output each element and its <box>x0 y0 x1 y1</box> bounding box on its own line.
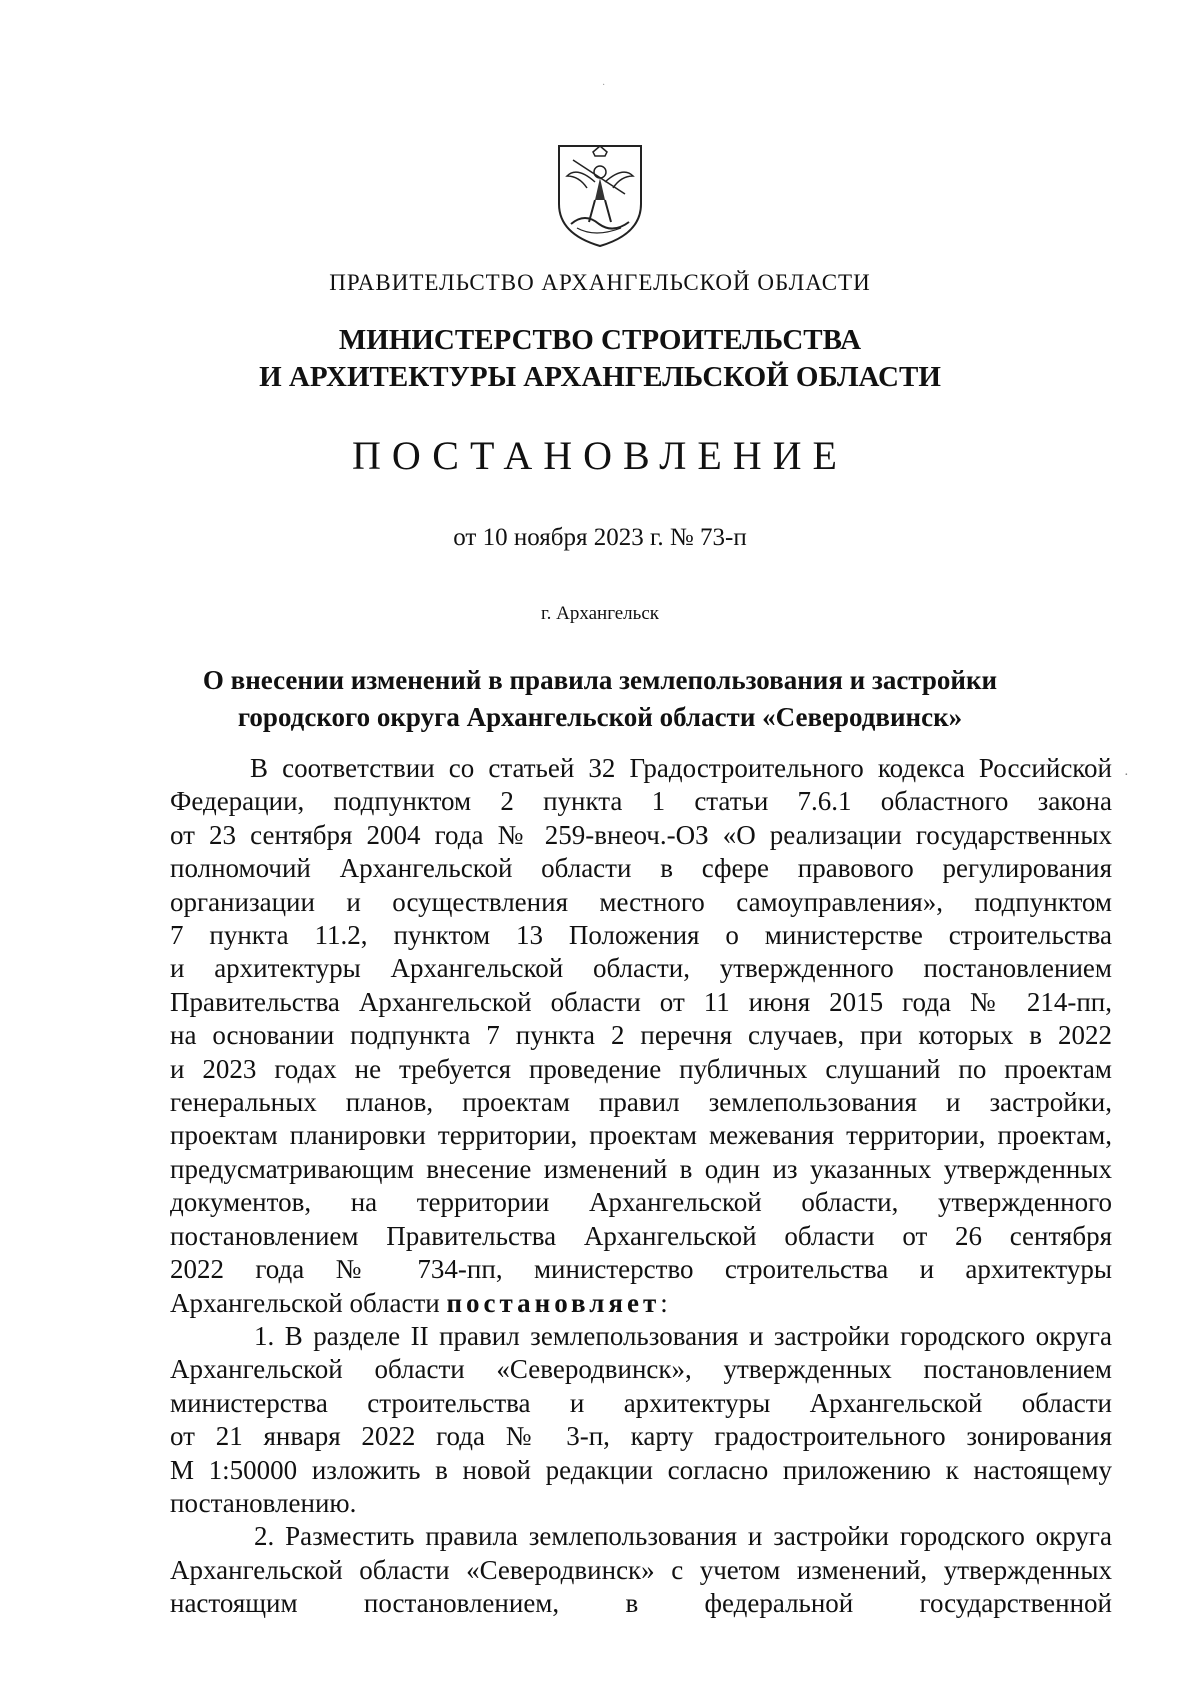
preamble-line: генеральных планов, проектам правил землепользования и застройки, <box>170 1087 1112 1118</box>
item-2-paragraph <box>170 1520 1112 1620</box>
preamble-line: полномочий Архангельской области в сфере правового регулирования <box>170 853 1112 884</box>
preamble-line: Федерации, подпунктом 2 пункта 1 статьи 7.6.1 областного закона <box>170 786 1112 817</box>
preamble-line: от 23 сентября 2004 года № 259-внеоч.-ОЗ «О реализации государственных <box>170 819 1112 850</box>
ministry-line-2: И АРХИТЕКТУРЫ АРХАНГЕЛЬСКОЙ ОБЛАСТИ <box>259 361 941 393</box>
preamble-line: проектам планировки территории, проектам межевания территории, проектам, <box>170 1120 1112 1151</box>
preamble-line: документов, на территории Архангельской области, утвержденного <box>170 1187 1112 1218</box>
date-and-number: от 10 ноября 2023 г. № 73-п <box>453 524 747 551</box>
scan-mark: · <box>1124 768 1129 783</box>
resolves-word: постановляет <box>446 1287 661 1318</box>
document-type: ПОСТАНОВЛЕНИЕ <box>352 433 848 478</box>
item-1-line: министерства строительства и архитектуры Архангельской области <box>170 1387 1112 1418</box>
item-1-paragraph <box>170 1320 1112 1520</box>
preamble-line: Правительства Архангельской области от 11 июня 2015 года № 214-пп, <box>170 986 1112 1017</box>
item-1-line: 1. В разделе II правил землепользования и застройки городского округа <box>254 1320 1112 1351</box>
document-body <box>170 752 1112 1621</box>
preamble-line: постановлением Правительства Архангельской области от 26 сентября <box>170 1220 1112 1251</box>
ministry-line-1: МИНИСТЕРСТВО СТРОИТЕЛЬСТВА <box>338 324 862 356</box>
coat-of-arms-icon <box>555 142 645 250</box>
item-1-line: Архангельской области «Северодвинск», утвержденных постановлением <box>170 1354 1112 1385</box>
resolves-colon: : <box>660 1287 668 1318</box>
ministry-name <box>0 322 1200 396</box>
document-subject <box>0 662 1200 736</box>
preamble-line: В соответствии со статьей 32 Градостроительного кодекса Российской <box>250 753 1112 783</box>
preamble-line: и архитектуры Архангельской области, утвержденного постановлением <box>170 953 1112 984</box>
item-2-line: настоящим постановлением, в федеральной государственной <box>170 1588 1112 1619</box>
preamble-line: 2022 года № 734-пп, министерство строительства и архитектуры <box>170 1254 1112 1285</box>
preamble-line: организации и осуществления местного самоуправления», подпунктом <box>170 886 1112 917</box>
preamble-line: предусматривающим внесение изменений в один из указанных утвержденных <box>170 1153 1112 1184</box>
preamble-line: на основании подпункта 7 пункта 2 перечня случаев, при которых в 2022 <box>170 1020 1112 1051</box>
scan-mark: · <box>602 80 606 91</box>
city: г. Архангельск <box>540 603 659 624</box>
item-2-line: 2. Разместить правила землепользования и застройки городского округа <box>254 1521 1112 1552</box>
preamble-last-line-start: Архангельской области <box>170 1287 447 1318</box>
item-1-line: М 1:50000 изложить в новой редакции согласно приложению к настоящему <box>170 1454 1112 1485</box>
government-name: ПРАВИТЕЛЬСТВО АРХАНГЕЛЬСКОЙ ОБЛАСТИ <box>329 270 871 295</box>
subject-line-1: О внесении изменений в правила землепользования и застройки <box>202 665 998 695</box>
item-2-line: Архангельской области «Северодвинск» с учетом изменений, утвержденных <box>170 1554 1112 1585</box>
preamble-paragraph <box>170 752 1112 1320</box>
item-1-line: от 21 января 2022 года № 3-п, карту градостроительного зонирования <box>170 1421 1112 1452</box>
preamble-last-line <box>170 1287 1112 1320</box>
item-1-line: постановлению. <box>170 1487 357 1518</box>
preamble-line: 7 пункта 11.2, пунктом 13 Положения о министерстве строительства <box>170 920 1112 951</box>
preamble-line: и 2023 годах не требуется проведение публичных слушаний по проектам <box>170 1053 1112 1084</box>
subject-line-2: городского округа Архангельской области «Северодвинск» <box>237 702 963 732</box>
